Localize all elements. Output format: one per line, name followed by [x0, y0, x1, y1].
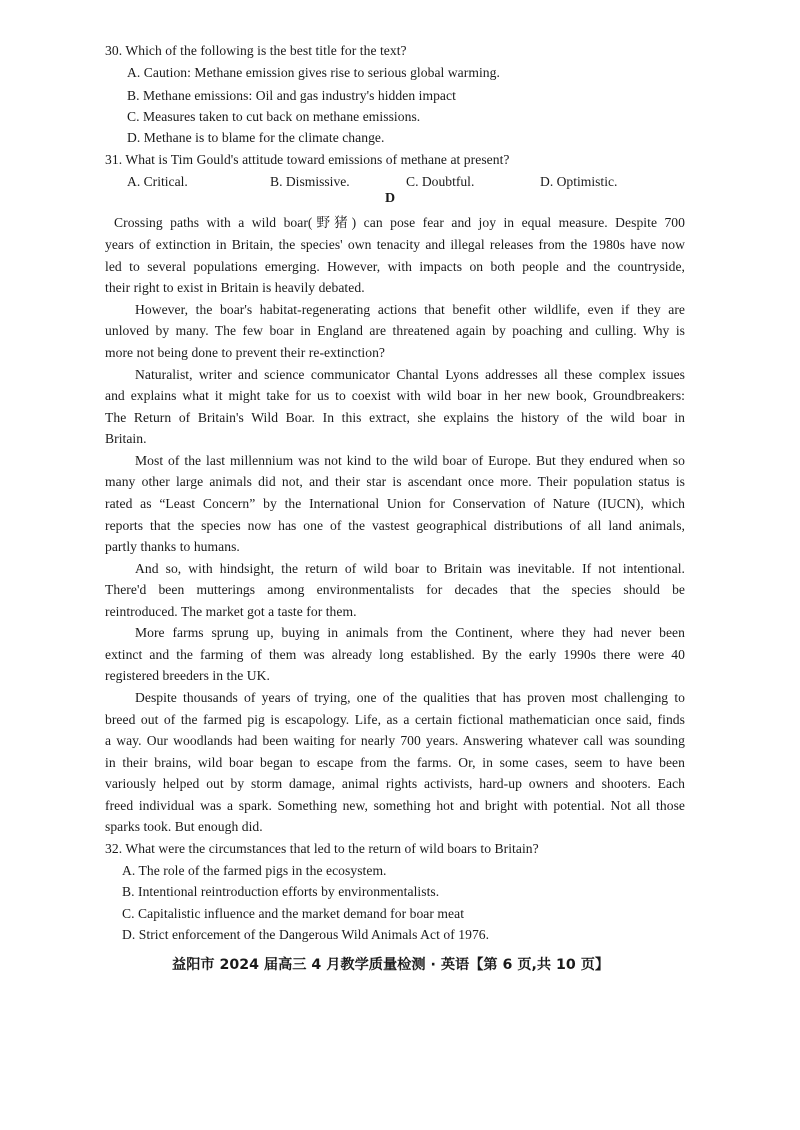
passage-p3-line-4: Britain.: [105, 431, 147, 446]
question-31-option-b: B. Dismissive.: [270, 174, 350, 189]
passage-p6-line-1: More farms sprung up, buying in animals from the Continent, where they had never been: [135, 625, 685, 640]
passage-p3-line-1: Naturalist, writer and science communicator Chantal Lyons addresses all these complex issues: [135, 367, 685, 382]
passage-p5-line-1: And so, with hindsight, the return of wild boar to Britain was inevitable. If not intentional.: [135, 561, 685, 576]
question-30-option-b: B. Methane emissions: Oil and gas industry's hidden impact: [127, 88, 456, 103]
passage-p1-line-2: years of extinction in Britain, the species' own tenacity and illegal releases from the 1980s have now: [105, 237, 685, 252]
passage-p4-line-5: partly thanks to humans.: [105, 539, 240, 554]
question-32-option-b: B. Intentional reintroduction efforts by environmentalists.: [122, 884, 440, 899]
question-30-option-c: C. Measures taken to cut back on methane emissions.: [127, 109, 421, 124]
passage-p4-line-1: Most of the last millennium was not kind to the wild boar of Europe. But they endured when so: [135, 453, 685, 468]
section-heading: D: [385, 191, 396, 206]
passage-p7-line-3: a way. Our woodlands had been waiting for nearly 700 years. Answering whatever call was sounding: [105, 733, 685, 748]
passage-p6-line-3: registered breeders in the UK.: [105, 668, 270, 683]
passage-p6-line-2: extinct and the farming of them was already long established. By the early 1990s there were 40: [105, 647, 685, 662]
passage-p4-line-2: many other large animals did not, and their star is ascendant once more. Their population status is: [105, 474, 685, 489]
passage-p7-line-5: variously helped out by storm damage, animal rights activists, hard-up owners and shooters. Each: [105, 776, 685, 791]
passage-p7-line-6: freed individual was a spark. Something new, something hot and bright with potential. Not all those: [105, 798, 685, 813]
page-footer: 益阳市 2024 届高三 4 月教学质量检测 · 英语【第 6 页,共 10 页】: [172, 957, 610, 973]
passage-p2-line-3: more not being done to prevent their re-extinction?: [105, 345, 385, 360]
question-32-stem: 32. What were the circumstances that led to the return of wild boars to Britain?: [105, 841, 539, 856]
passage-p3-line-3: The Return of Britain's Wild Boar. In this extract, she explains the history of the wild boar in: [105, 410, 685, 425]
passage-p5-line-3: reintroduced. The market got a taste for them.: [105, 604, 357, 619]
passage-p2-line-1: However, the boar's habitat-regenerating actions that benefit other wildlife, even if they are: [135, 302, 685, 317]
question-30-option-d: D. Methane is to blame for the climate change.: [127, 130, 385, 145]
question-32-option-d: D. Strict enforcement of the Dangerous Wild Animals Act of 1976.: [122, 927, 490, 942]
question-32-option-a: A. The role of the farmed pigs in the ecosystem.: [122, 863, 387, 878]
passage-p7-line-2: breed out of the farmed pig is escapology. Life, as a certain fictional mathematician once said, finds: [105, 712, 685, 727]
question-32-option-c: C. Capitalistic influence and the market demand for boar meat: [122, 906, 465, 921]
passage-p4-line-3: rated as “Least Concern” by the International Union for Conservation of Nature (IUCN), which: [105, 496, 685, 511]
question-31-option-a: A. Critical.: [127, 174, 188, 189]
question-31-option-d: D. Optimistic.: [540, 174, 618, 189]
passage-p1-line-4: their right to exist in Britain is heavily debated.: [105, 280, 365, 295]
passage-p5-line-2: There'd been mutterings among environmentalists for decades that the species should be: [105, 582, 685, 597]
passage-p7-line-4: in their brains, wild boar began to escape from the farms. Or, in some cases, seem to have been: [105, 755, 685, 770]
passage-p1-line-1: Crossing paths with a wild boar(野猪) can pose fear and joy in equal measure. Despite 700: [114, 215, 685, 230]
passage-p7-line-1: Despite thousands of years of trying, one of the qualities that has proven most challenging to: [135, 690, 685, 705]
question-30-option-a: A. Caution: Methane emission gives rise to serious global warming.: [127, 65, 500, 80]
question-31-stem: 31. What is Tim Gould's attitude toward emissions of methane at present?: [105, 152, 510, 167]
passage-p7-line-7: sparks took. But enough did.: [105, 819, 263, 834]
question-30-stem: 30. Which of the following is the best title for the text?: [105, 43, 407, 58]
passage-p3-line-2: and explains what it might take for us to coexist with wild boar in her new book, Groundbreakers:: [105, 388, 685, 403]
passage-p1-line-3: led to several populations emerging. However, with impacts on both people and the countryside,: [105, 259, 685, 274]
question-31-option-c: C. Doubtful.: [406, 174, 475, 189]
passage-p4-line-4: reports that the species now has one of the vastest geographical distributions of all land animals,: [105, 518, 685, 533]
passage-p2-line-2: unloved by many. The few boar in England are threatened again by poaching and culling. Why is: [105, 323, 685, 338]
